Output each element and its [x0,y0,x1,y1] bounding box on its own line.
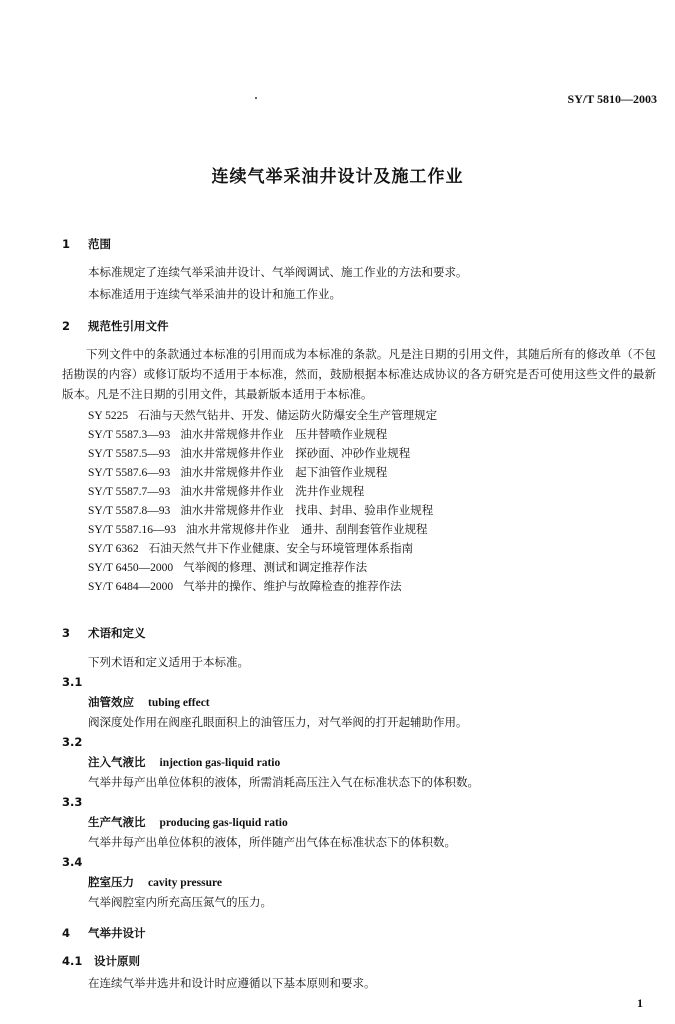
section-1-heading [62,236,111,252]
section-number: 1 [62,237,71,251]
term-name [88,814,288,830]
reference-code: SY/T 5587.3—93 [88,429,171,441]
section-title: 范围 [88,237,111,251]
reference-item [88,406,437,425]
term-definition: 气举阀腔室内所充高压氮气的压力。 [88,895,272,909]
reference-code: SY/T 5587.6—93 [88,467,171,479]
section-4-heading [62,925,146,941]
scan-speck [255,97,257,99]
document-title: 连续气举采油井设计及施工作业 [211,167,464,187]
section-1-para-2: 本标准适用于连续气举采油井的设计和施工作业。 [88,287,341,301]
term-definition: 气举井每产出单位体积的液体，所伴随产出气体在标准状态下的体积数。 [88,835,456,849]
subsection-number: 4.1 [62,954,83,968]
reference-item [88,482,437,501]
reference-item [88,558,437,577]
page-number: 1 [637,996,643,1010]
term-en: cavity pressure [148,877,222,889]
section-2-intro: 下列文件中的条款通过本标准的引用而成为本标准的条款。凡是注日期的引用文件，其随后所有的修改单（不包括勘误的内容）或修订版均不适用于本标准，然而，鼓励根据本标准达成协议的各方研究是否可使用这些文件的最新版本。凡是不注日期的引用文件，其最新版本适用于本标准。 [62,347,656,401]
subsection-title: 设计原则 [94,954,140,968]
section-3-intro: 下列术语和定义适用于本标准。 [88,655,249,669]
standard-code: SY/T 5810—2003 [567,92,657,106]
term-zh: 注入气液比 [88,755,146,769]
reference-title: 石油与天然气钻井、开发、储运防火防爆安全生产管理规定 [138,408,438,422]
reference-item [88,444,437,463]
section-1-para-1: 本标准规定了连续气举采油井设计、气举阀调试、施工作业的方法和要求。 [88,265,468,279]
section-title: 术语和定义 [88,626,146,640]
section-title: 气举井设计 [88,926,146,940]
subsection-4-1-para: 在连续气举井选井和设计时应遵循以下基本原则和要求。 [88,976,376,990]
reference-title: 油水井常规修井作业 探砂面、冲砂作业规程 [180,446,411,460]
term-en: injection gas-liquid ratio [159,757,281,769]
section-3-heading [62,625,146,641]
term-name [88,694,210,710]
section-number: 3 [62,626,71,640]
reference-title: 气举阀的修理、测试和调定推荐作法 [183,560,368,574]
term-definition: 气举井每产出单位体积的液体，所需消耗高压注入气在标准状态下的体积数。 [88,775,479,789]
term-en: tubing effect [148,697,210,709]
section-title: 规范性引用文件 [88,319,169,333]
subsection-4-1-heading [62,953,140,969]
reference-code: SY/T 5587.7—93 [88,486,171,498]
reference-code: SY/T 5587.5—93 [88,448,171,460]
term-number: 3.3 [62,795,83,809]
reference-item [88,463,437,482]
term-definition: 阀深度处作用在阀座孔眼面积上的油管压力，对气举阀的打开起辅助作用。 [88,715,468,729]
reference-code: SY/T 5587.16—93 [88,524,176,536]
term-number: 3.1 [62,675,83,689]
term-number: 3.2 [62,735,83,749]
reference-item [88,539,437,558]
reference-code: SY/T 5587.8—93 [88,505,171,517]
reference-code: SY/T 6484—2000 [88,581,174,593]
reference-title: 油水井常规修井作业 通井、刮削套管作业规程 [185,522,428,536]
term-zh: 油管效应 [88,695,134,709]
term-zh: 腔室压力 [88,875,134,889]
reference-title: 气举井的操作、维护与故障检查的推荐作法 [183,579,402,593]
reference-item [88,425,437,444]
reference-item [88,520,437,539]
term-zh: 生产气液比 [88,815,146,829]
reference-code: SY/T 6362 [88,543,139,555]
term-name [88,754,280,770]
reference-title: 油水井常规修井作业 起下油管作业规程 [180,465,388,479]
section-number: 2 [62,319,71,333]
reference-title: 油水井常规修井作业 洗井作业规程 [180,484,365,498]
term-name [88,874,222,890]
section-2-heading [62,318,169,334]
reference-item [88,577,437,596]
reference-code: SY 5225 [88,410,129,422]
reference-title: 油水井常规修井作业 找串、封串、验串作业规程 [180,503,434,517]
section-number: 4 [62,926,71,940]
reference-title: 油水井常规修井作业 压井替喷作业规程 [180,427,388,441]
reference-item [88,501,437,520]
reference-title: 石油天然气井下作业健康、安全与环境管理体系指南 [148,541,414,555]
reference-list [88,406,437,596]
reference-code: SY/T 6450—2000 [88,562,174,574]
term-number: 3.4 [62,855,83,869]
term-en: producing gas-liquid ratio [159,817,288,829]
